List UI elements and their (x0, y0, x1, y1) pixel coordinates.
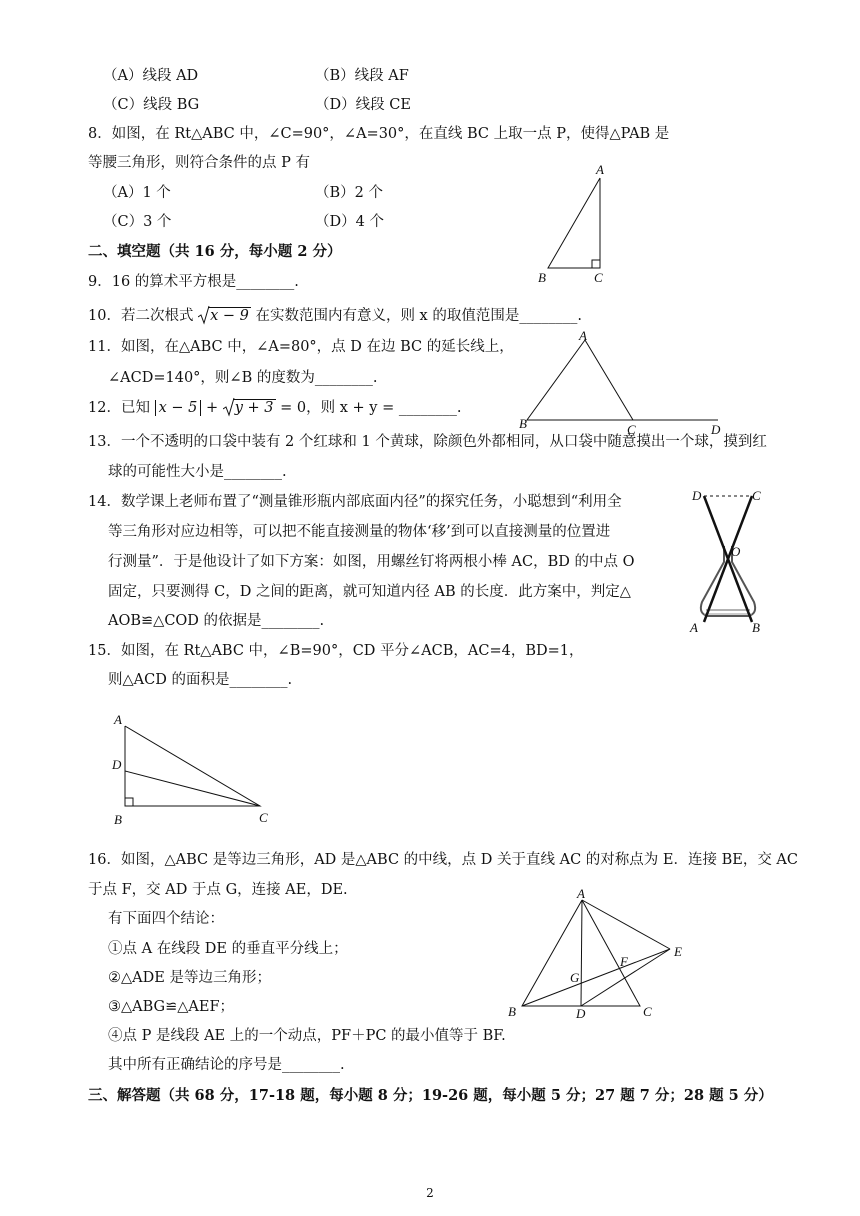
q11-figure (515, 328, 730, 436)
q15-label-d: D (112, 757, 122, 772)
q8-option-c: （C）3 个 (103, 214, 172, 230)
q14-label-c: C (752, 488, 761, 503)
q16-intro: 有下面四个结论： (108, 911, 224, 927)
q10-sqrt (198, 306, 251, 326)
q10-prefix: 10．若二次根式 (88, 308, 194, 324)
q11-label-a: A (579, 328, 587, 343)
q12-eq: = 0，则 x + y = ________. (280, 400, 462, 416)
q15-label-b: B (114, 812, 122, 827)
q11-label-c: C (627, 422, 636, 436)
q16-conclusion-3: ③△ABG≌△AEF； (108, 999, 235, 1015)
q14-line-2: 等三角形对应边相等，可以把不能直接测量的物体‘移’到可以直接测量的位置进 (108, 524, 611, 540)
q9: 9．16 的算术平方根是________. (88, 274, 299, 290)
q8-label-a: A (596, 162, 604, 177)
q12-plus: + (205, 400, 219, 416)
q16-label-b: B (508, 1004, 516, 1019)
q14-line-1: 14．数学课上老师布置了“测量锥形瓶内部底面内径”的探究任务，小聪想到“利用全 (88, 494, 622, 510)
sqrt-sign-icon (223, 396, 235, 418)
q16-ask: 其中所有正确结论的序号是________. (108, 1057, 345, 1073)
section-3-title: 三、解答题（共 68 分，17-18 题，每小题 8 分；19-26 题，每小题 5 分；27 题 7 分；28 题 5 分） (88, 1087, 773, 1104)
q12-radicand: y + 3 (234, 400, 274, 416)
q16-conclusion-1: ①点 A 在线段 DE 的垂直平分线上； (108, 941, 348, 957)
q15-label-c: C (259, 810, 268, 825)
q8-option-a: （A）1 个 (103, 185, 171, 201)
q16-label-d: D (576, 1006, 586, 1021)
q16-conclusion-2: ②△ADE 是等边三角形； (108, 970, 271, 986)
q15-line-1: 15．如图，在 Rt△ABC 中，∠B=90°，CD 平分∠ACB，AC=4，BD=1， (88, 643, 584, 659)
q10 (88, 306, 582, 326)
q8-option-d: （D）4 个 (315, 214, 384, 230)
q12-prefix: 12．已知 (88, 400, 150, 416)
q14-line-3: 行测量”．于是他设计了如下方案：如图，用螺丝钉将两根小棒 AC，BD 的中点 O (108, 554, 635, 570)
q8-label-c: C (594, 270, 603, 285)
q16-label-g: G (570, 970, 580, 985)
q7-option-c: （C）线段 BG (103, 97, 200, 113)
q12-sqrt (223, 398, 276, 418)
q14-line-4: 固定，只要测得 C，D 之间的距离，就可知道内径 AB 的长度．此方案中，判定△ (108, 584, 631, 600)
q10-radicand: x − 9 (210, 308, 249, 324)
q16-line-1: 16．如图，△ABC 是等边三角形，AD 是△ABC 的中线，点 D 关于直线 AC 的对称点为 E．连接 BE，交 AC (88, 852, 799, 868)
q8-line-2: 等腰三角形，则符合条件的点 P 有 (88, 155, 310, 171)
q15-label-a: A (114, 712, 122, 727)
q14-label-b: B (752, 620, 760, 635)
q8-label-b: B (538, 270, 546, 285)
q12-abs: x − 5 (155, 400, 202, 416)
q16-label-e: E (674, 944, 682, 959)
q16-label-f: F (620, 954, 628, 969)
q15-figure (108, 708, 278, 830)
q14-figure (682, 484, 777, 639)
q14-label-a: A (690, 620, 698, 635)
q11-label-d: D (711, 422, 721, 436)
q11-line-1: 11．如图，在△ABC 中，∠A=80°，点 D 在边 BC 的延长线上， (88, 339, 514, 355)
q8-option-b: （B）2 个 (315, 185, 383, 201)
q8-line-1: 8．如图，在 Rt△ABC 中，∠C=90°，∠A=30°，在直线 BC 上取一点 P，使得△PAB 是 (88, 126, 670, 142)
page-number: 2 (426, 1186, 434, 1200)
q14-label-d: D (692, 488, 702, 503)
q11-line-2: ∠ACD=140°，则∠B 的度数为________. (108, 370, 378, 386)
q7-option-a: （A）线段 AD (103, 68, 199, 84)
q15-line-2: 则△ACD 的面积是________. (108, 672, 293, 688)
q11-label-b: B (519, 416, 527, 431)
q8-figure (530, 160, 620, 290)
q14-label-o: O (731, 544, 741, 559)
q16-conclusion-4: ④点 P 是线段 AE 上的一个动点，PF＋PC 的最小值等于 BF. (108, 1028, 506, 1044)
q16-label-c: C (643, 1004, 652, 1019)
q12 (88, 398, 461, 418)
q7-option-b: （B）线段 AF (315, 68, 409, 84)
section-2-title: 二、填空题（共 16 分，每小题 2 分） (88, 243, 342, 260)
sqrt-sign-icon (198, 304, 210, 326)
q14-line-5: AOB≌△COD 的依据是________. (108, 613, 325, 629)
q7-option-d: （D）线段 CE (315, 97, 411, 113)
q13-line-2: 球的可能性大小是________. (108, 464, 287, 480)
q16-label-a: A (577, 886, 585, 901)
q16-figure (500, 886, 700, 1024)
q13-line-1: 13．一个不透明的口袋中装有 2 个红球和 1 个黄球，除颜色外都相同，从口袋中随意摸出一个球，摸到红 (88, 434, 767, 450)
q16-line-2: 于点 F，交 AD 于点 G，连接 AE，DE. (88, 882, 348, 898)
q10-suffix: 在实数范围内有意义，则 x 的取值范围是________. (255, 308, 582, 324)
